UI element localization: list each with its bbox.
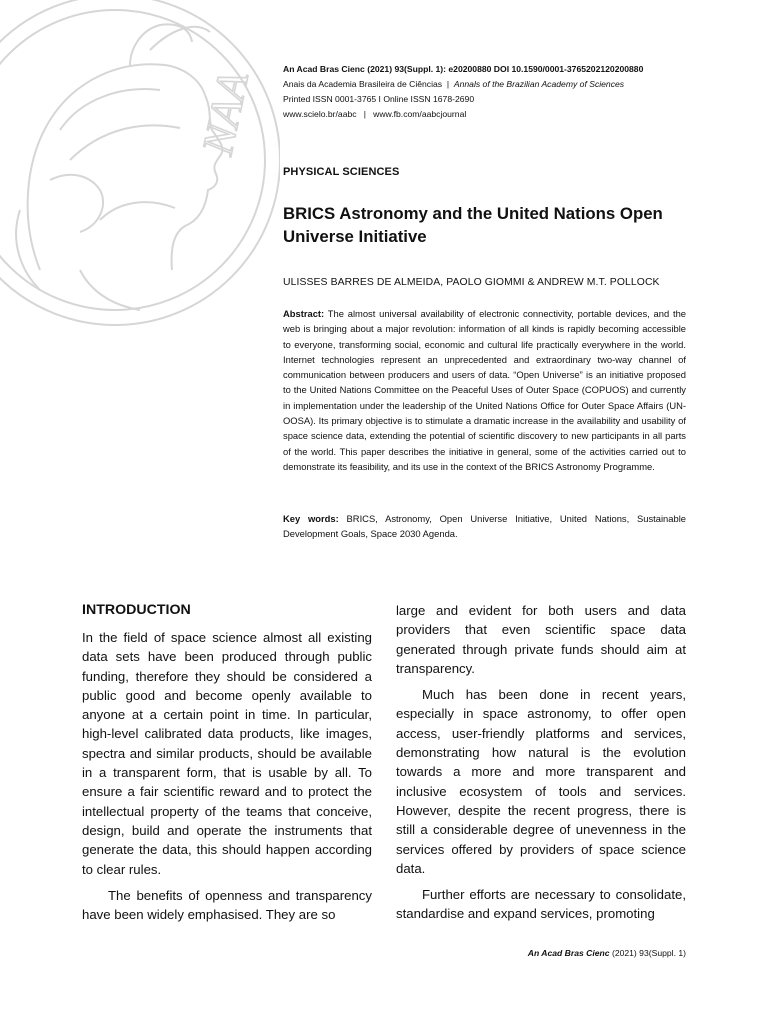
footer-journal: An Acad Bras Cienc (527, 948, 610, 958)
abstract-text: The almost universal availability of electronic connectivity, portable devices, and the web is bringing about a major revolution: information of all kinds is rapidly becoming accessible to everyone, transforming social, economic and cultural life practically everywhere in the world. Internet technologies represent an unprecedented and extraordinary two-way channel of communication between producers and users of data. “Open Universe” is an initiative proposed to the United Nations Committee on the Peaceful Uses of Outer Space (COPUOS) and currently in implementation under the leadership of the United Nations Office for Outer Space Affairs (UN-OOSA). Its primary objective is to stimulate a dramatic increase in the availability and usability of space science data, extending the potential of scientific discovery to new participants in all parts of the world. This paper describes the initiative in general, some of the activities carried out to demonstrate its feasibility, and its use in the context of the BRICS Astronomy Programme. (283, 308, 686, 472)
journal-header (283, 62, 703, 122)
citation-line: An Acad Bras Cienc (2021) 93(Suppl. 1): e20200880 DOI 10.1590/0001-3765202120200880 (283, 64, 644, 74)
keywords (283, 511, 686, 542)
journal-names (283, 77, 703, 92)
paper-title: BRICS Astronomy and the United Nations Open Universe Initiative (283, 204, 663, 246)
keywords-label: Key words: (283, 513, 339, 524)
author-list: ULISSES BARRES DE ALMEIDA, PAOLO GIOMMI & ANDREW M.T. POLLOCK (283, 277, 660, 288)
page-footer (528, 948, 686, 958)
abstract-label: Abstract: (283, 308, 325, 319)
paragraph-3: Much has been done in recent years, especially in space astronomy, to offer open access, user-friendly platforms and services, demonstrating how natural is the evolution towards a more and more transparent and inclusive ecosystem of tools and services. However, despite the recent progress, there is still a considerable degree of unevenness in the services offered by providers of space science data. (396, 687, 686, 876)
separator: | (446, 79, 450, 89)
body-column-right (396, 601, 686, 924)
footer-issue: (2021) 93(Suppl. 1) (611, 948, 686, 958)
issn-line: Printed ISSN 0001-3765 I Online ISSN 1678-2690 (283, 94, 475, 104)
journal-links[interactable]: www.scielo.br/aabc | www.fb.com/aabcjournal (283, 109, 467, 119)
journal-name-en: Annals of the Brazilian Academy of Sciences (453, 79, 625, 89)
paragraph-2: The benefits of openness and transparency have been widely emphasised. They are so (82, 887, 372, 923)
academy-seal-watermark (0, 0, 280, 350)
introduction-heading: INTRODUCTION (82, 602, 191, 618)
journal-name-pt: Anais da Academia Brasileira de Ciências (283, 79, 443, 89)
keywords-text: BRICS, Astronomy, Open Universe Initiative, United Nations, Sustainable Development Goals, Space 2030 Agenda. (283, 513, 687, 540)
seal-monogram: NAA (192, 67, 258, 160)
paragraph-2-continued: large and evident for both users and data providers that even scientific space data generated through private funds should aim at transparency. (396, 603, 686, 676)
abstract (283, 306, 686, 474)
paragraph-1: In the field of space science almost all existing data sets have been produced through public funding, therefore they should be considered a public good and become openly available to anyone at a certain point in time. In particular, high-level calibrated data products, like images, spectra and similar products, should be available in a transparent form, that is usable by all. To ensure a fair scientific reward and to protect the intellectual property of the teams that conceive, design, build and operate the instruments that generate the data, this should happen according to clear rules. (82, 630, 372, 877)
section-label: PHYSICAL SCIENCES (283, 166, 400, 178)
body-column-left (82, 601, 372, 924)
paragraph-4: Further efforts are necessary to consolidate, standardise and expand services, promoting (396, 887, 686, 922)
